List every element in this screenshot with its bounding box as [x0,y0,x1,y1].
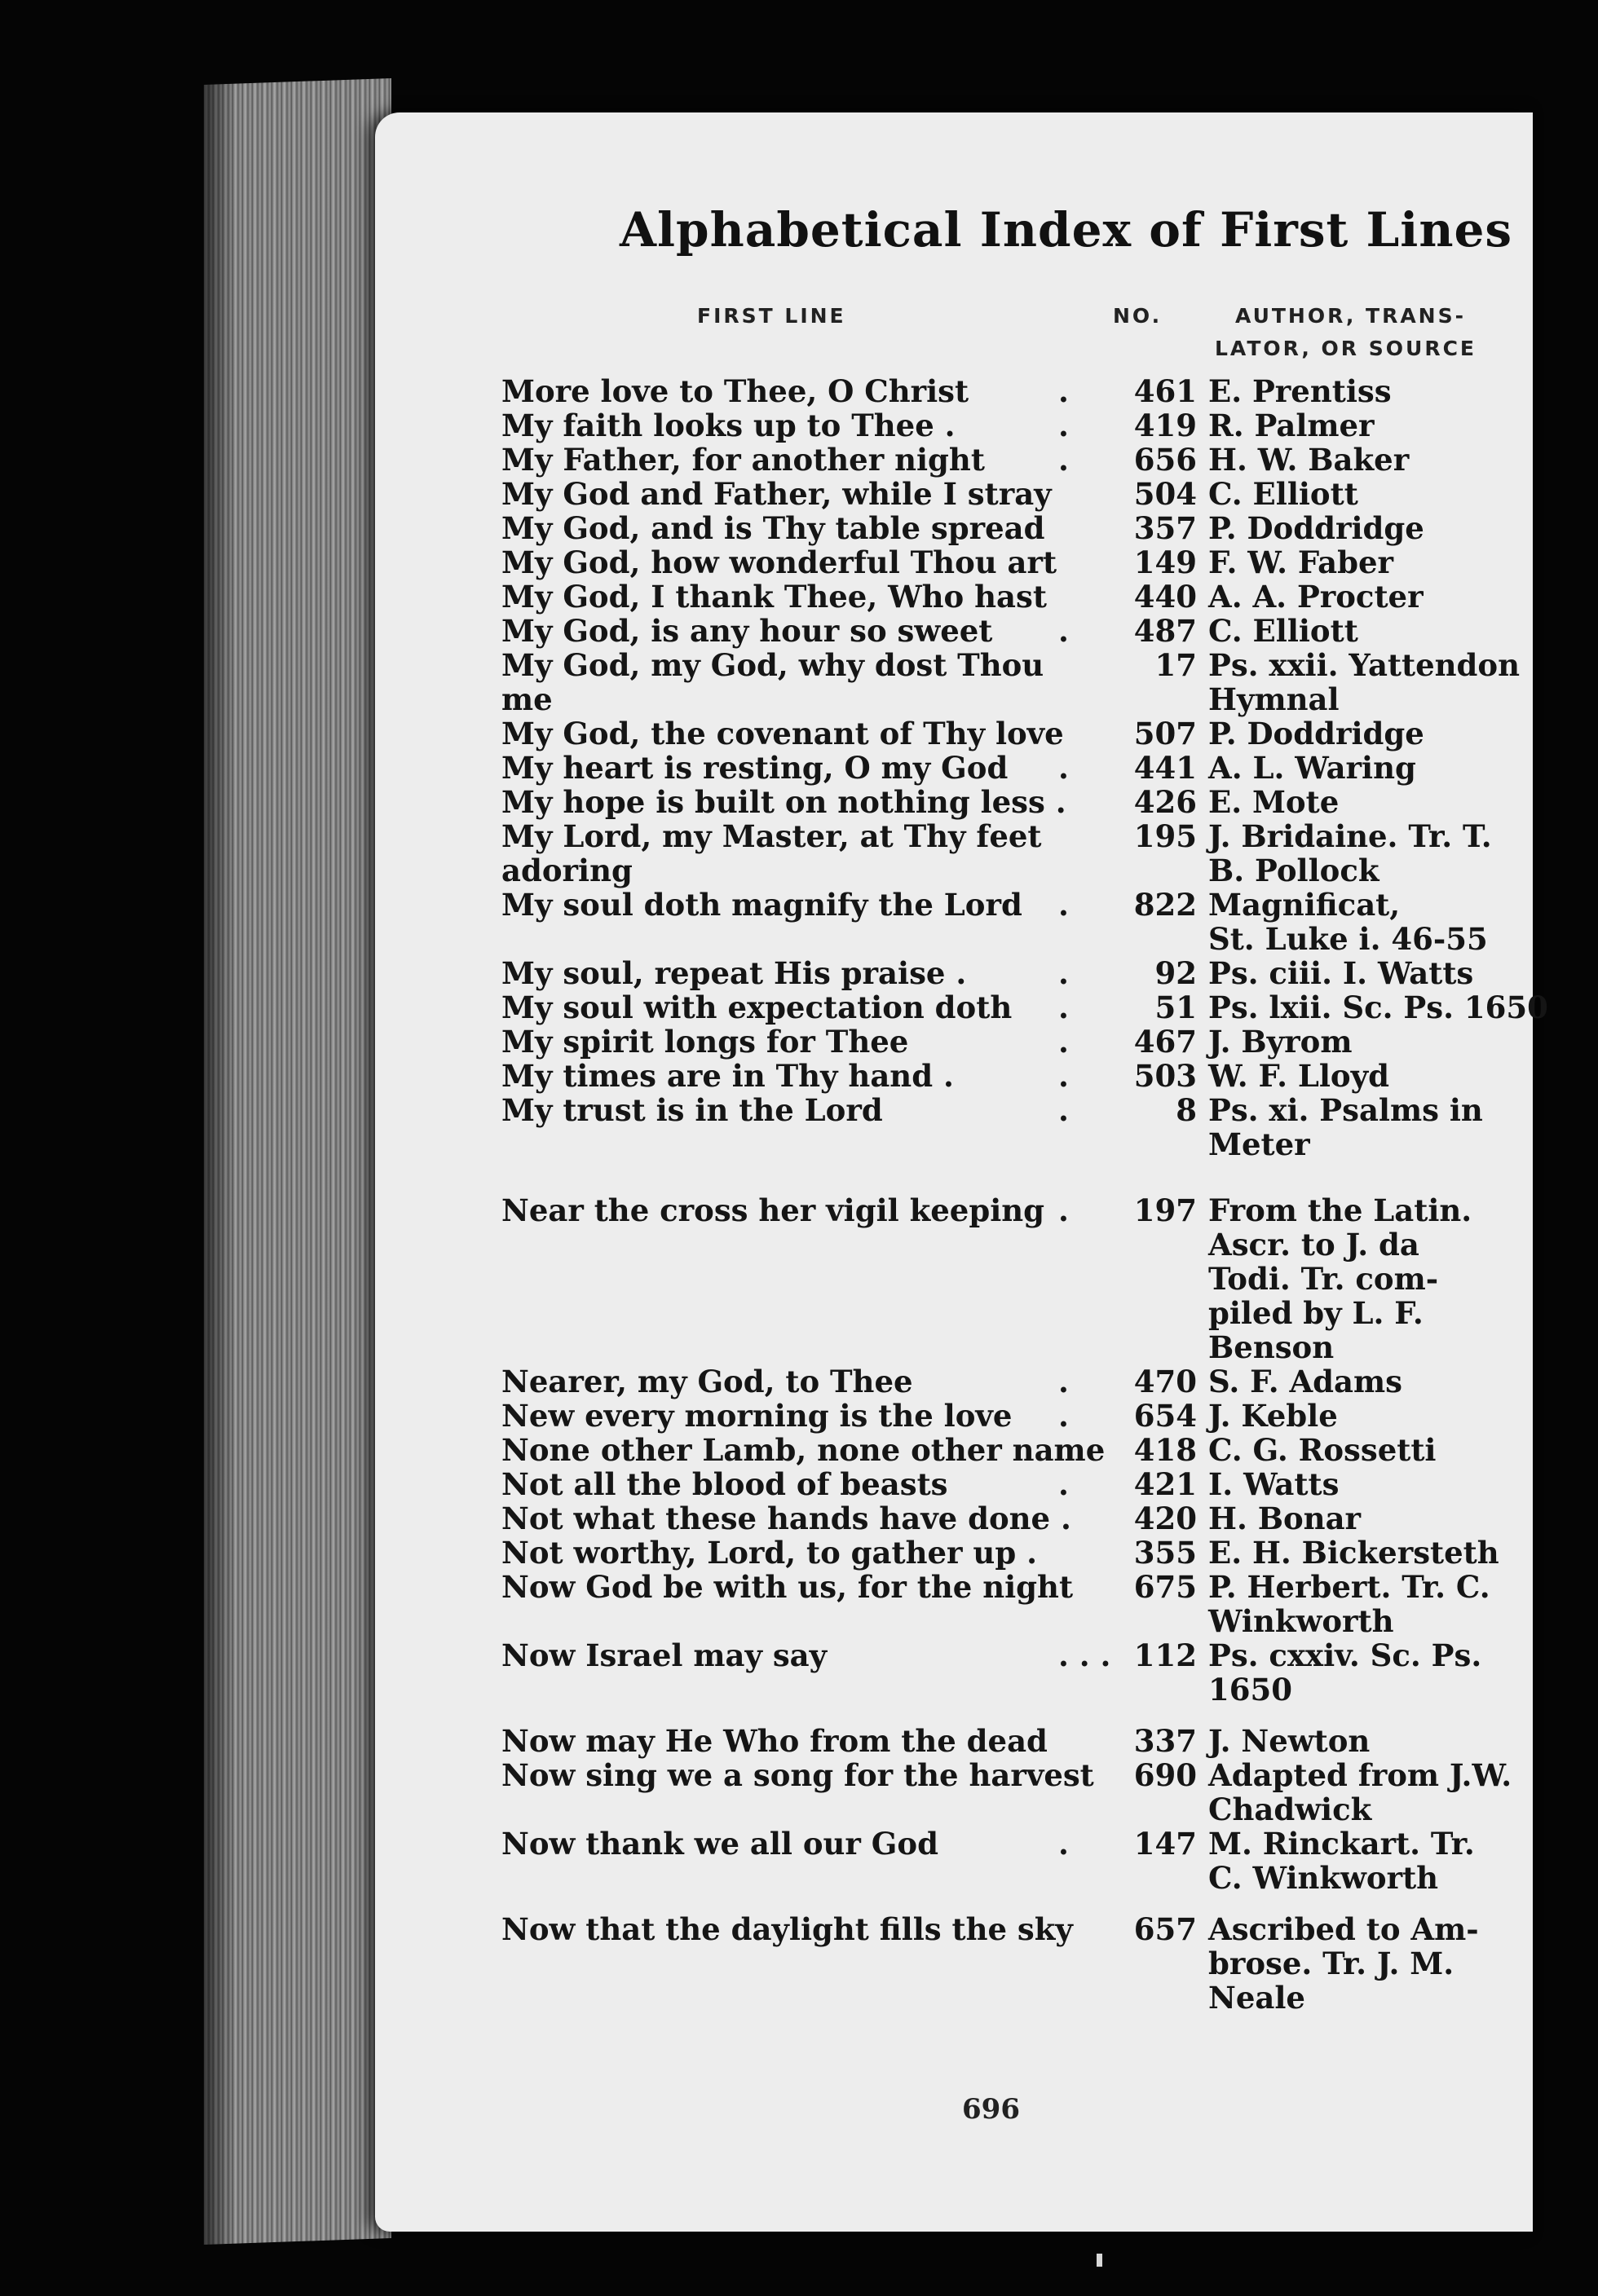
first-line-text: New every morning is the love [501,1398,1013,1434]
author-source: E. H. Bickersteth [1208,1535,1499,1571]
author-source: A. A. Procter [1208,579,1424,615]
hymn-number: 418 [1133,1432,1197,1468]
author-source: Ps. ciii. I. Watts [1208,955,1474,991]
hymn-number: 147 [1133,1826,1197,1862]
author-source: St. Luke i. 46-55 [1208,921,1488,957]
author-source: Magnificat, [1208,887,1401,923]
author-source: I. Watts [1208,1466,1340,1502]
leader-dot: . [1058,1058,1069,1094]
hymn-number: 503 [1133,1058,1197,1094]
index-row [375,1060,1533,1092]
leader-dot: . [1058,1364,1069,1399]
hymn-number: 507 [1133,716,1197,751]
author-source: J. Newton [1208,1723,1371,1759]
index-row [375,1827,1533,1860]
index-row [375,1605,1533,1637]
author-source: Ps. xi. Psalms in [1208,1092,1483,1128]
index-row [375,1297,1533,1329]
author-source: Benson [1208,1329,1335,1365]
index-row [375,1094,1533,1126]
first-line-text: More love to Thee, O Christ [501,373,969,409]
author-source: Ascribed to Am- [1208,1911,1479,1947]
author-source: E. Mote [1208,784,1340,820]
first-line-text: Not worthy, Lord, to gather up . [501,1535,1037,1571]
page-number: 696 [962,2093,1020,2126]
author-source: C. Elliott [1208,476,1358,512]
index-row [375,1981,1533,2014]
index-row [375,1913,1533,1946]
author-source: F. W. Faber [1208,544,1393,580]
hymn-number: 357 [1133,510,1197,546]
author-source: Hymnal [1208,681,1340,717]
index-row [375,1128,1533,1161]
index-row [375,1502,1533,1535]
leader-dot: . [1058,408,1069,443]
index-row [375,546,1533,579]
author-source: J. Byrom [1208,1024,1353,1060]
author-source: P. Doddridge [1208,716,1424,751]
index-row [375,1434,1533,1466]
author-source: H. W. Baker [1208,442,1410,478]
author-source: Ps. lxii. Sc. Ps. 1650 [1208,989,1548,1025]
leader-dot: . [1058,1092,1069,1128]
index-row [375,478,1533,510]
header-author-2: LATOR, OR SOURCE [1215,337,1477,360]
leader-dot: . [1058,1398,1069,1434]
first-line-text: My heart is resting, O my God [501,750,1009,786]
first-line-text: Near the cross her vigil keeping [501,1192,1045,1228]
index-row [375,1793,1533,1826]
hymn-number: 654 [1133,1398,1197,1434]
first-line-text: adoring [501,853,633,888]
hymn-number: 426 [1133,784,1197,820]
hymn-number: 420 [1133,1501,1197,1536]
author-source: W. F. Lloyd [1208,1058,1389,1094]
hymn-number: 656 [1133,442,1197,478]
author-source: C. Winkworth [1208,1860,1439,1896]
author-source: M. Rinckart. Tr. [1208,1826,1475,1862]
author-source: Ascr. to J. da [1208,1227,1419,1263]
first-line-text: My Father, for another night [501,442,985,478]
index-row [375,649,1533,681]
author-source: brose. Tr. J. M. [1208,1946,1455,1981]
leader-dot: . [1058,887,1069,923]
index-row [375,1947,1533,1980]
hymn-number: 690 [1133,1757,1197,1793]
book-page [375,112,1548,2232]
header-author-1: AUTHOR, TRANS- [1235,304,1466,328]
author-source: R. Palmer [1208,408,1375,443]
index-row [375,1194,1533,1227]
first-line-text: My faith looks up to Thee . [501,408,956,443]
index-row [375,1673,1533,1706]
first-line-text: Now sing we a song for the harvest [501,1757,1094,1793]
first-line-text: My God and Father, while I stray [501,476,1052,512]
author-source: P. Herbert. Tr. C. [1208,1569,1490,1605]
author-source: From the Latin. [1208,1192,1472,1228]
index-row [375,1571,1533,1603]
first-line-text: Now God be with us, for the night [501,1569,1074,1605]
hymn-number: 17 [1154,647,1197,683]
hymn-number: 461 [1133,373,1197,409]
first-line-text: My spirit longs for Thee [501,1024,909,1060]
hymn-number: 822 [1133,887,1197,923]
hymn-number: 467 [1133,1024,1197,1060]
leader-dot: . [1058,373,1069,409]
edge-shadow [163,49,236,2250]
hymn-number: 440 [1133,579,1197,615]
first-line-text: Not what these hands have done . [501,1501,1071,1536]
index-row [375,1862,1533,1894]
author-source: C. G. Rossetti [1208,1432,1437,1468]
index-row [375,957,1533,989]
hymn-number: 51 [1154,989,1197,1025]
first-line-text: None other Lamb, none other name [501,1432,1106,1468]
author-source: H. Bonar [1208,1501,1362,1536]
leader-dot: . [1058,1192,1069,1228]
index-row [375,1331,1533,1364]
first-line-text: Now Israel may say [501,1637,828,1673]
hymn-number: 112 [1133,1637,1197,1673]
index-row [375,375,1533,408]
author-source: Meter [1208,1126,1310,1162]
leader-dot: . [1058,1024,1069,1060]
first-line-text: My God, I thank Thee, Who hast [501,579,1047,615]
first-line-text: Now that the daylight fills the sky [501,1911,1073,1947]
header-first-line: FIRST LINE [697,304,846,328]
index-row [375,443,1533,476]
index-row [375,1263,1533,1295]
first-line-text: My soul doth magnify the Lord [501,887,1022,923]
author-source: Chadwick [1208,1791,1372,1827]
author-source: 1650 [1208,1672,1292,1708]
hymn-number: 149 [1133,544,1197,580]
index-row [375,1365,1533,1398]
hymn-number: 355 [1133,1535,1197,1571]
hymn-number: 337 [1133,1723,1197,1759]
index-row [375,1639,1533,1672]
index-row [375,409,1533,442]
first-line-text: Now may He Who from the dead [501,1723,1048,1759]
index-row [375,512,1533,544]
author-source: Winkworth [1208,1603,1394,1639]
leader-dot: . . . [1058,1637,1111,1673]
first-line-text: My Lord, my Master, at Thy feet [501,818,1042,854]
first-line-text: Now thank we all our God [501,1826,938,1862]
hymn-number: 419 [1133,408,1197,443]
hymn-number: 8 [1176,1092,1197,1128]
hymn-number: 487 [1133,613,1197,649]
first-line-text: My God, how wonderful Thou art [501,544,1057,580]
first-line-text: Not all the blood of beasts [501,1466,948,1502]
first-line-text: Nearer, my God, to Thee [501,1364,913,1399]
page-title: Alphabetical Index of First Lines [620,202,1513,258]
index-row [375,854,1533,887]
header-number: NO. [1113,304,1163,328]
author-source: S. F. Adams [1208,1364,1403,1399]
leader-dot: . [1058,1826,1069,1862]
index-row [375,751,1533,784]
index-row [375,615,1533,647]
first-line-text: My God, is any hour so sweet [501,613,993,649]
hymn-number: 470 [1133,1364,1197,1399]
first-line-text: My times are in Thy hand . [501,1058,954,1094]
author-source: B. Pollock [1208,853,1379,888]
index-row [375,923,1533,955]
author-source: J. Keble [1208,1398,1338,1434]
leader-dot: . [1058,442,1069,478]
index-row [375,989,1548,1025]
index-row [375,580,1533,613]
hymn-number: 195 [1133,818,1197,854]
first-line-text: My soul with expectation doth [501,989,1013,1025]
index-row [375,820,1533,853]
index-row [375,1536,1533,1569]
hymn-number: 421 [1133,1466,1197,1502]
index-row [375,786,1533,818]
hymn-number: 657 [1133,1911,1197,1947]
index-row [375,717,1533,750]
author-source: Ps. cxxiv. Sc. Ps. [1208,1637,1482,1673]
index-row [375,888,1533,921]
first-line-text: My soul, repeat His praise . [501,955,967,991]
first-line-text: My God, the covenant of Thy love [501,716,1064,751]
first-line-text: My hope is built on nothing less . [501,784,1066,820]
author-source: E. Prentiss [1208,373,1392,409]
leader-dot: . [1058,1466,1069,1502]
dust-speck [1097,2254,1102,2267]
hymn-number: 675 [1133,1569,1197,1605]
index-row [375,1468,1533,1501]
hymn-number: 504 [1133,476,1197,512]
author-source: J. Bridaine. Tr. T. [1208,818,1492,854]
author-source: C. Elliott [1208,613,1358,649]
author-source: Todi. Tr. com- [1208,1261,1439,1297]
leader-dot: . [1058,989,1069,1025]
index-row [375,1228,1533,1261]
index-row [375,1399,1533,1432]
author-source: A. L. Waring [1208,750,1416,786]
first-line-text: My trust is in the Lord [501,1092,883,1128]
author-source: Adapted from J.W. [1208,1757,1512,1793]
hymn-number: 92 [1154,955,1197,991]
first-line-text: My God, and is Thy table spread [501,510,1045,546]
first-line-text: me [501,681,553,717]
hymn-number: 197 [1133,1192,1197,1228]
first-line-text: My God, my God, why dost Thou [501,647,1044,683]
leader-dot: . [1058,750,1069,786]
author-source: piled by L. F. [1208,1295,1424,1331]
author-source: P. Doddridge [1208,510,1424,546]
author-source: Neale [1208,1980,1305,2016]
hymn-number: 441 [1133,750,1197,786]
index-row [375,1025,1533,1058]
leader-dot: . [1058,955,1069,991]
author-source: Ps. xxii. Yattendon [1208,647,1520,683]
leader-dot: . [1058,613,1069,649]
index-row [375,1759,1533,1791]
index-row [375,1725,1533,1757]
index-row [375,683,1533,716]
